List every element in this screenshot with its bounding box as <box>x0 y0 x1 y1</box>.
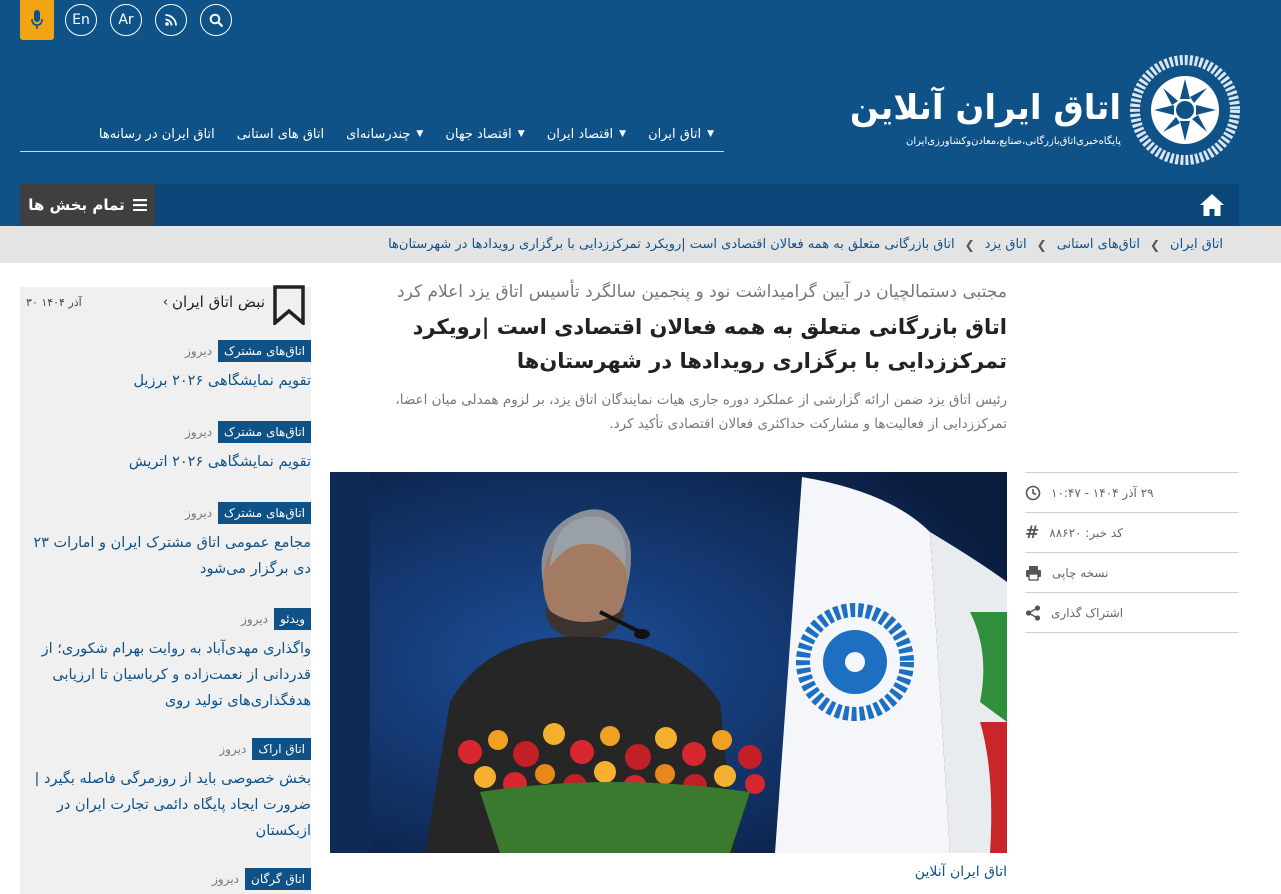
printer-icon <box>1025 565 1042 581</box>
rss-icon <box>164 13 178 27</box>
item-title[interactable]: تقویم نمایشگاهی ۲۰۲۶ برزیل <box>133 373 311 389</box>
search-button[interactable] <box>200 4 232 36</box>
breadcrumb-item-provincial-chambers[interactable]: اتاق‌های استانی <box>1056 237 1140 252</box>
nav-item-multimedia[interactable] <box>346 122 423 146</box>
item-time: دیروز <box>241 612 269 626</box>
item-time: دیروز <box>185 344 213 358</box>
clock-icon <box>1025 485 1041 501</box>
nav-label: اتاق ایران <box>648 126 702 142</box>
nav-item-iran-chamber[interactable] <box>648 122 714 146</box>
article-meta <box>1025 472 1239 633</box>
article-lead: مجتبی دستمالچیان در آیین گرامیداشت نود و پنجمین سالگرد تأسیس اتاق یزد اعلام کرد <box>397 282 1007 302</box>
chevron-left-icon: ❮ <box>1149 237 1161 252</box>
microphone-icon <box>30 9 44 31</box>
item-title[interactable]: بخش خصوصی باید از روزمرگی فاصله بگیرد | ضرورت ایجاد پایگاه دائمی تجارت ایران در ازبکستان <box>34 771 311 839</box>
meta-code-row <box>1025 512 1239 552</box>
sidebar-header <box>20 287 311 333</box>
category-tag[interactable]: اتاق اراک <box>252 738 311 760</box>
list-item[interactable] <box>20 738 311 844</box>
article-photo <box>330 472 1007 853</box>
category-tag[interactable]: ویدئو <box>274 608 311 630</box>
lang-ar-button[interactable]: Ar <box>110 4 142 36</box>
article-title: اتاق بازرگانی متعلق به همه فعالان اقتصادی است |رویکرد تمرکززدایی با برگزاری رویدادها در شهرستان‌ها <box>412 315 1007 373</box>
meta-news-code: کد خبر: ۸۸۶۲۰ <box>1049 525 1123 540</box>
home-icon[interactable] <box>1198 191 1226 219</box>
list-item[interactable] <box>20 421 311 475</box>
rss-button[interactable] <box>155 4 187 36</box>
item-title[interactable]: مجامع عمومی اتاق مشترک ایران و امارات ۲۳ دی برگزار می‌شود <box>33 535 311 577</box>
chevron-left-icon: ❮ <box>964 237 975 252</box>
item-title[interactable]: تقویم نمایشگاهی ۲۰۲۶ اتریش <box>128 454 311 470</box>
item-time: دیروز <box>185 425 213 439</box>
meta-date-row <box>1025 472 1239 512</box>
hashtag-icon: # <box>1025 522 1040 543</box>
sidebar-heading-link[interactable] <box>163 293 265 311</box>
chevron-down-icon: ▼ <box>416 129 424 139</box>
all-sections-button[interactable] <box>20 184 155 226</box>
nav-label: اتاق های استانی <box>236 126 325 142</box>
lang-en-button[interactable]: En <box>65 4 97 36</box>
item-time: دیروز <box>185 506 213 520</box>
nav-label: اتاق ایران در رسانه‌ها <box>98 126 215 142</box>
breadcrumb <box>0 226 1281 263</box>
sidebar-heading: نبض اتاق ایران <box>172 293 265 311</box>
nav-item-provincial-chambers[interactable] <box>237 122 324 146</box>
article-summary: رئیس اتاق یزد ضمن ارائه گزارشی از عملکرد دوره جاری هیات نمایندگان اتاق یزد، بر لزوم همدلی میان اعضا، تمرکززدایی از فعالیت‌ها و مشارکت حداکثری فعالان اقتصادی تأکید کرد. <box>395 392 1007 432</box>
item-time: دیروز <box>212 872 240 886</box>
list-item[interactable] <box>20 608 311 714</box>
list-item[interactable] <box>20 868 311 890</box>
share-icon <box>1025 605 1041 621</box>
site-logo-title[interactable]: اتاق ایران آنلاین <box>849 88 1121 128</box>
category-tag[interactable]: اتاق‌های مشترک <box>218 340 311 362</box>
sidebar-date: ۳۰ آذر ۱۴۰۴ <box>26 296 82 309</box>
share-link[interactable] <box>1025 592 1239 633</box>
breadcrumb-item-iran-chamber[interactable]: اتاق ایران <box>1170 237 1223 252</box>
chevron-down-icon: ▼ <box>619 129 627 139</box>
category-tag[interactable]: اتاق‌های مشترک <box>218 502 311 524</box>
nav-label: چندرسانه‌ای <box>346 126 411 142</box>
all-sections-label: تمام بخش ها <box>28 196 125 214</box>
print-link[interactable] <box>1025 552 1239 592</box>
meta-datetime: ۲۹ آذر ۱۴۰۴ - ۱۰:۴۷ <box>1051 485 1154 500</box>
main-navigation <box>20 122 724 152</box>
chevron-left-icon: ‹ <box>162 294 169 310</box>
photo-caption: اتاق ایران آنلاین <box>914 864 1007 880</box>
breadcrumb-item-yazd-chamber[interactable]: اتاق یزد <box>984 237 1027 252</box>
print-label: نسخه چاپی <box>1052 565 1109 580</box>
search-icon <box>209 13 224 28</box>
list-item[interactable] <box>20 502 311 582</box>
chevron-down-icon: ▼ <box>707 129 714 139</box>
chevron-left-icon: ❮ <box>1036 237 1047 252</box>
article-header <box>330 282 1007 436</box>
site-logo-subtitle: پایگاه‌خبری‌اتاق‌بازرگانی،صنایع،معادن‌وکشاورزی‌ایران <box>906 136 1121 147</box>
chamber-logo-emblem <box>1130 55 1240 165</box>
nav-label: اقتصاد جهان <box>445 126 512 142</box>
nav-item-chamber-in-media[interactable] <box>99 122 215 146</box>
sidebar-news-pulse <box>20 287 311 894</box>
bookmark-icon <box>272 285 306 325</box>
list-item[interactable] <box>20 340 311 394</box>
section-bar <box>20 184 1239 226</box>
chevron-down-icon: ▼ <box>517 129 525 139</box>
nav-item-iran-economy[interactable] <box>547 122 626 146</box>
hamburger-menu-icon <box>133 199 147 211</box>
voice-search-button[interactable] <box>20 0 54 40</box>
category-tag[interactable]: اتاق گرگان <box>245 868 311 890</box>
share-label: اشتراک گذاری <box>1051 605 1124 620</box>
item-time: دیروز <box>219 742 247 756</box>
category-tag[interactable]: اتاق‌های مشترک <box>218 421 311 443</box>
nav-item-world-economy[interactable] <box>445 122 524 146</box>
item-title[interactable]: واگذاری مهدی‌آباد به روایت بهرام شکوری؛ از قدردانی از نعمت‌زاده و کرباسیان تا ارزیابی هدفگذاری‌های تولید روی <box>41 641 311 709</box>
nav-label: اقتصاد ایران <box>546 126 614 142</box>
breadcrumb-item-current-article: اتاق بازرگانی متعلق به همه فعالان اقتصادی است |رویکرد تمرکززدایی با برگزاری رویدادها در شهرستان‌ها <box>388 237 955 252</box>
